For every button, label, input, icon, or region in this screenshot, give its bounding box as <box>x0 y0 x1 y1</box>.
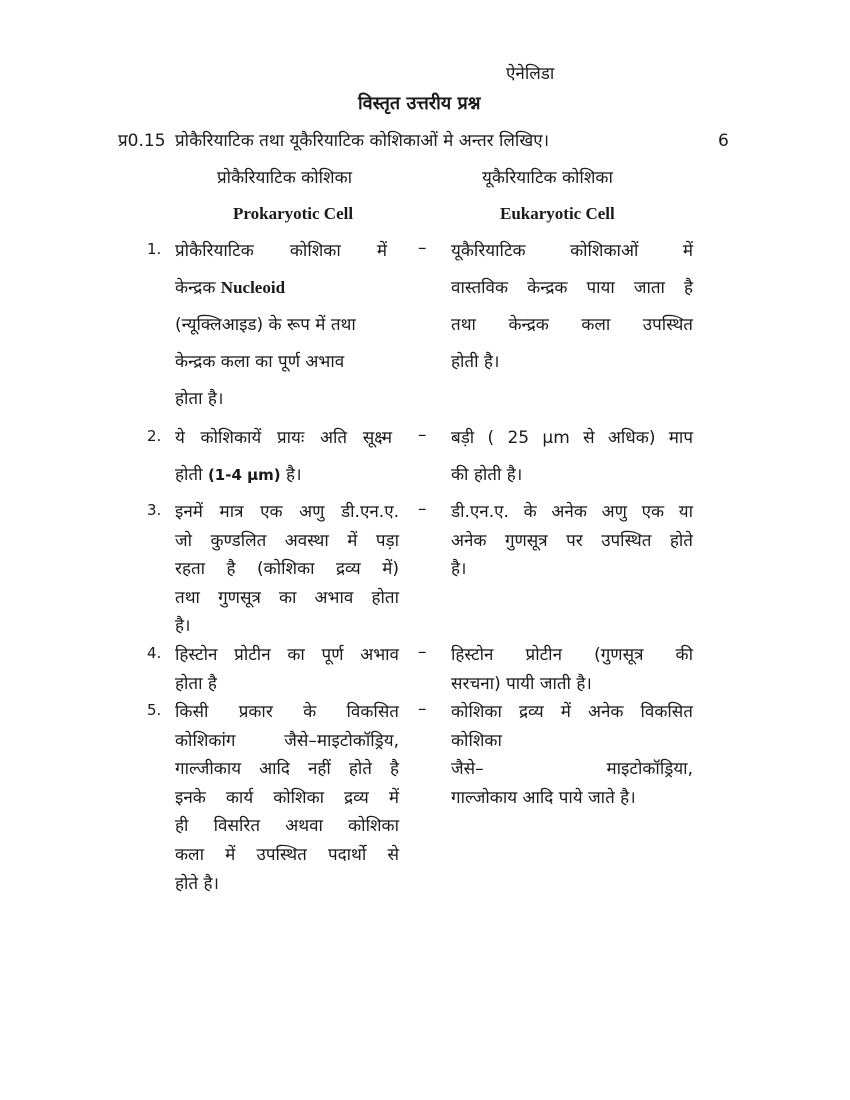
size-range: (1-4 μm) <box>207 466 281 484</box>
separator-dash: – <box>418 642 427 662</box>
row-number: 2. <box>147 427 162 445</box>
left-cell-line: रहता है (कोशिका द्रव्य में) <box>175 559 399 579</box>
separator-dash: – <box>418 425 427 445</box>
left-cell-line: (न्यूक्लिआइड) के रूप में तथा <box>175 315 356 335</box>
left-cell-text: है। <box>280 465 302 485</box>
nucleoid-term: Nucleoid <box>220 278 286 297</box>
left-cell-line: ही विसरित अथवा कोशिका <box>175 816 399 837</box>
right-cell-line: डी.एन.ए. के अनेक अणु एक या <box>451 502 693 522</box>
right-cell-line: अनेक गुणसूत्र पर उपस्थित होते <box>451 530 693 551</box>
left-cell-line: तथा गुणसूत्र का अभाव होता <box>175 587 399 608</box>
left-cell-line: केन्द्रक कला का पूर्ण अभाव <box>175 352 345 372</box>
left-column-heading: प्रोकैरियाटिक कोशिका <box>217 168 353 188</box>
left-cell-line: कोशिकांग जैसे–माइटोकॉड्रिय, <box>175 730 399 751</box>
separator-dash: – <box>418 699 427 719</box>
row-number: 3. <box>147 501 162 519</box>
right-cell-line: कोशिका <box>451 730 502 751</box>
right-cell-line: सरचना) पायी जाती है। <box>451 673 592 694</box>
right-cell-line: होती है। <box>451 352 500 372</box>
left-cell-line: किसी प्रकार के विकसित <box>175 702 399 722</box>
right-column-heading: यूकैरियाटिक कोशिका <box>482 168 613 188</box>
left-column-english-heading: Prokaryotic Cell <box>233 204 354 223</box>
separator-dash: – <box>418 238 427 258</box>
left-cell-line: प्रोकैरियाटिक कोशिका में <box>175 241 387 261</box>
right-cell-line: कोशिका द्रव्य में अनेक विकसित <box>451 702 693 722</box>
right-cell-line: तथा केन्द्रक कला उपस्थित <box>451 315 693 335</box>
row-number: 1. <box>147 240 162 258</box>
row-number: 4. <box>147 644 162 662</box>
chapter-name: ऐनेलिडा <box>506 64 555 84</box>
left-cell-line: जो कुण्डलित अवस्था में पड़ा <box>175 530 399 551</box>
left-cell-line <box>175 462 392 499</box>
left-cell-line: होता है। <box>175 389 224 409</box>
left-cell-text: होती <box>175 465 208 485</box>
right-cell-line: बड़ी ( 25 μm से अधिक) माप <box>451 428 693 448</box>
left-cell-line: है। <box>175 616 191 636</box>
left-cell-line: ये कोशिकायें प्रायः अति सूक्ष्म <box>175 428 392 448</box>
left-cell-line: होता है <box>175 673 217 694</box>
left-cell-line: होते है। <box>175 873 219 894</box>
right-cell-line: वास्तविक केन्द्रक पाया जाता है <box>451 278 693 298</box>
right-cell-line: जैसे– माइटोकॉड्रिया, <box>451 759 693 780</box>
left-cell-line: गाल्जीकाय आदि नहीं होते है <box>175 759 399 780</box>
right-cell-line: की होती है। <box>451 465 523 485</box>
section-title: विस्तृत उत्तरीय प्रश्न <box>358 93 481 114</box>
right-cell-line: यूकैरियाटिक कोशिकाओं में <box>451 241 693 261</box>
right-cell-line: है। <box>451 559 467 579</box>
question-number: प्र0.15 <box>118 131 166 151</box>
left-cell-line <box>175 275 387 312</box>
right-cell-line: हिस्टोन प्रोटीन (गुणसूत्र की <box>451 645 693 665</box>
right-cell-line: गाल्जोकाय आदि पाये जाते है। <box>451 787 636 808</box>
right-column-english-heading: Eukaryotic Cell <box>500 204 615 223</box>
separator-dash: – <box>418 499 427 519</box>
question-text: प्रोकैरियाटिक तथा यूकैरियाटिक कोशिकाओं मे अन्तर लिखिए। <box>175 131 550 151</box>
left-cell-line: इनके कार्य कोशिका द्रव्य में <box>175 787 399 808</box>
row-number: 5. <box>147 701 162 719</box>
question-marks: 6 <box>718 131 729 151</box>
left-cell-text: केन्द्रक <box>175 278 221 298</box>
left-cell-line: हिस्टोन प्रोटीन का पूर्ण अभाव <box>175 645 399 665</box>
left-cell-line: कला में उपस्थित पदार्थो से <box>175 844 399 865</box>
left-cell-line: इनमें मात्र एक अणु डी.एन.ए. <box>175 502 399 522</box>
